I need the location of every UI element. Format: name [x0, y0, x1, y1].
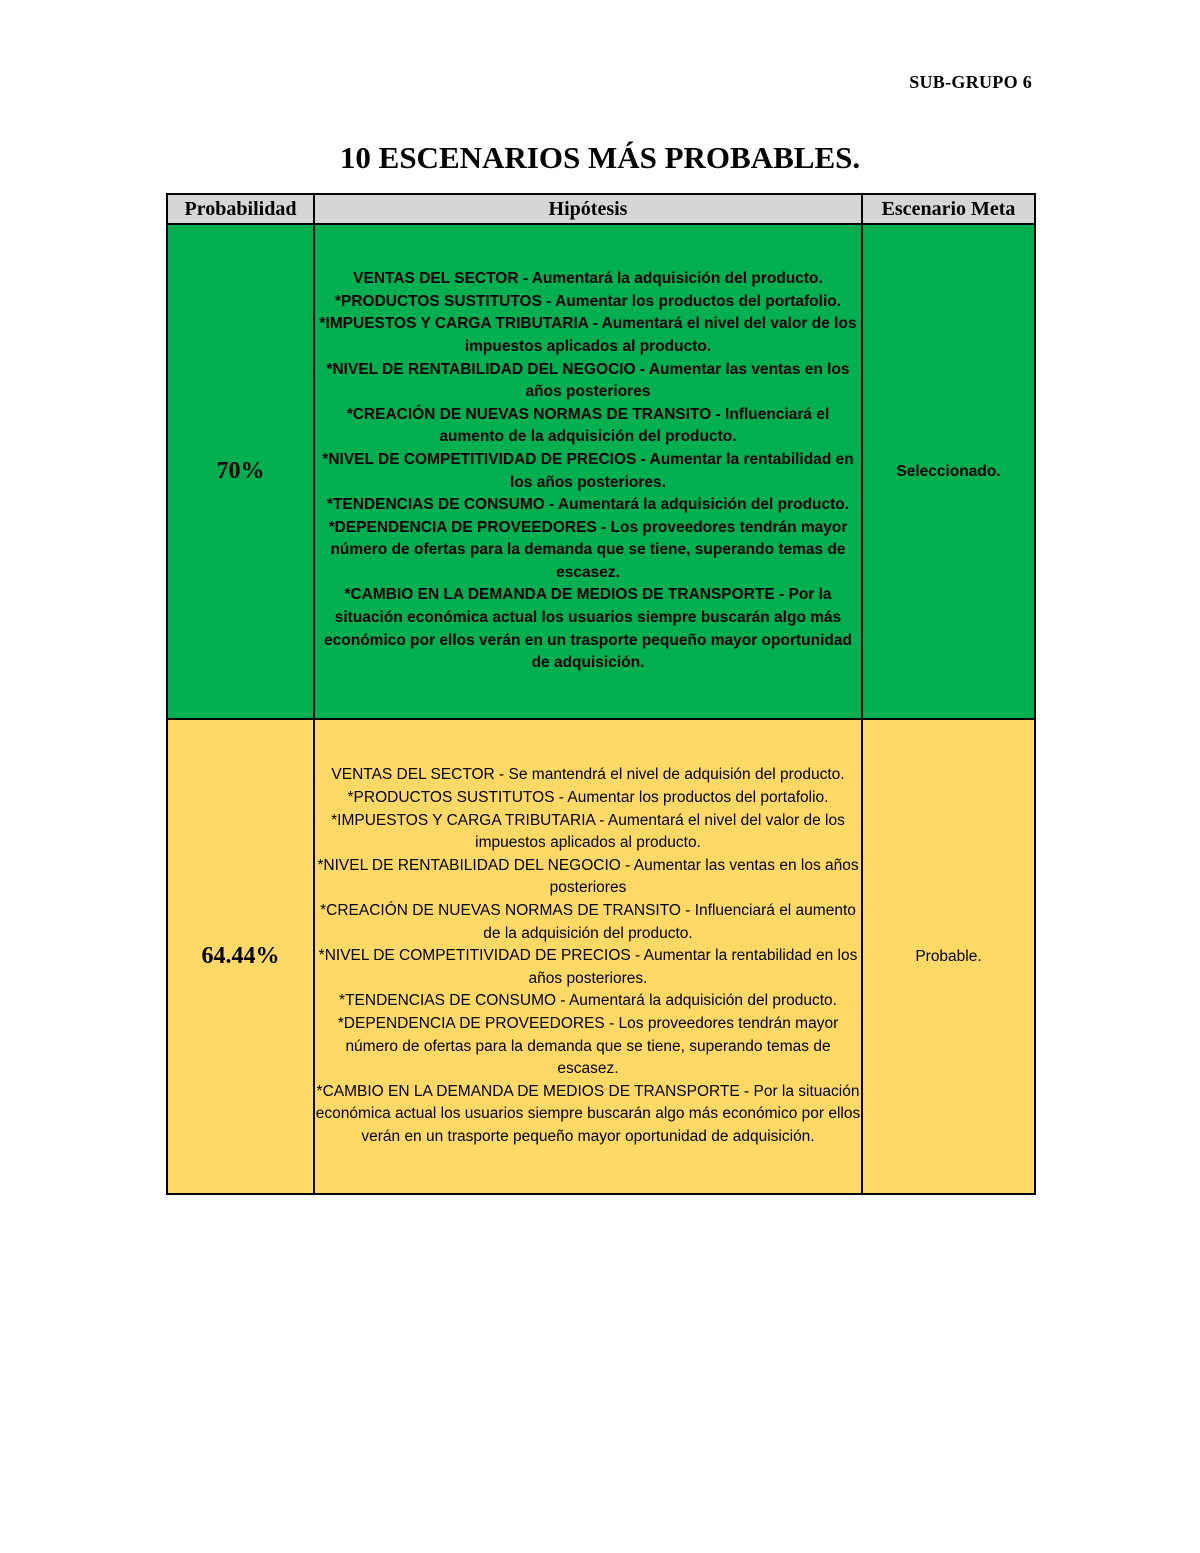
hypothesis-item: *IMPUESTOS Y CARGA TRIBUTARIA - Aumentará el nivel del valor de los impuestos aplicados al producto. — [331, 811, 845, 852]
table-row — [167, 224, 1035, 719]
probability-cell: 70% — [167, 224, 314, 719]
hypothesis-item: *IMPUESTOS Y CARGA TRIBUTARIA - Aumentará el nivel del valor de los impuestos aplicados al producto. — [319, 315, 857, 355]
hypothesis-item: *NIVEL DE COMPETITIVIDAD DE PRECIOS - Aumentar la rentabilidad en los años posteriores. — [322, 450, 854, 491]
hypothesis-item: *CREACIÓN DE NUEVAS NORMAS DE TRANSITO - Influenciará el aumento de la adquisición del producto. — [346, 405, 830, 446]
hypothesis-cell — [314, 719, 862, 1194]
hypothesis-item: *CAMBIO EN LA DEMANDA DE MEDIOS DE TRANSPORTE - Por la situación económica actual los usuarios siempre buscarán algo más económico por ellos verán en un trasporte pequeño mayor oportunidad de adquisición. — [324, 586, 852, 672]
hypothesis-item: *CAMBIO EN LA DEMANDA DE MEDIOS DE TRANSPORTE - Por la situación económica actual los usuarios siempre buscarán algo más económico por ellos verán en un trasporte pequeño mayor oportunidad de adquisición. — [315, 1082, 861, 1145]
scenarios-table — [166, 193, 1036, 1195]
target-scenario-cell: Probable. — [862, 719, 1035, 1194]
hypothesis-item: *DEPENDENCIA DE PROVEEDORES - Los proveedores tendrán mayor número de ofertas para la demanda que se tiene, superando temas de escasez. — [337, 1014, 839, 1078]
table-header-row — [167, 194, 1035, 224]
hypothesis-item: *NIVEL DE RENTABILIDAD DEL NEGOCIO - Aumentar las ventas en los años posteriores — [326, 360, 850, 401]
table-row — [167, 719, 1035, 1194]
target-scenario-cell: Seleccionado. — [862, 224, 1035, 719]
probability-cell: 64.44% — [167, 719, 314, 1194]
column-header-hypothesis: Hipótesis — [314, 194, 862, 224]
group-label: SUB-GRUPO 6 — [909, 72, 1032, 92]
document-title: 10 ESCENARIOS MÁS PROBABLES. — [339, 140, 861, 175]
column-header-probability: Probabilidad — [167, 194, 314, 224]
hypothesis-item: VENTAS DEL SECTOR - Aumentará la adquisición del producto. — [353, 270, 823, 288]
hypothesis-cell — [314, 224, 862, 719]
hypothesis-item: *NIVEL DE RENTABILIDAD DEL NEGOCIO - Aumentar las ventas en los años posteriores — [317, 856, 859, 897]
hypothesis-item: *NIVEL DE COMPETITIVIDAD DE PRECIOS - Aumentar la rentabilidad en los años posteriores. — [318, 947, 858, 987]
column-header-target-scenario: Escenario Meta — [862, 194, 1035, 224]
hypothesis-item: *CREACIÓN DE NUEVAS NORMAS DE TRANSITO - Influenciará el aumento de la adquisición del producto. — [320, 902, 856, 942]
hypothesis-item: *PRODUCTOS SUSTITUTOS - Aumentar los productos del portafolio. — [347, 789, 829, 807]
hypothesis-item: *TENDENCIAS DE CONSUMO - Aumentará la adquisición del producto. — [326, 496, 850, 514]
hypothesis-item: *DEPENDENCIA DE PROVEEDORES - Los proveedores tendrán mayor número de ofertas para la demanda que se tiene, superando temas de escasez. — [328, 518, 848, 581]
hypothesis-item: VENTAS DEL SECTOR - Se mantendrá el nivel de adquisión del producto. — [331, 766, 845, 784]
hypothesis-item: *TENDENCIAS DE CONSUMO - Aumentará la adquisición del producto. — [339, 992, 837, 1010]
hypothesis-item: *PRODUCTOS SUSTITUTOS - Aumentar los productos del portafolio. — [334, 292, 842, 310]
